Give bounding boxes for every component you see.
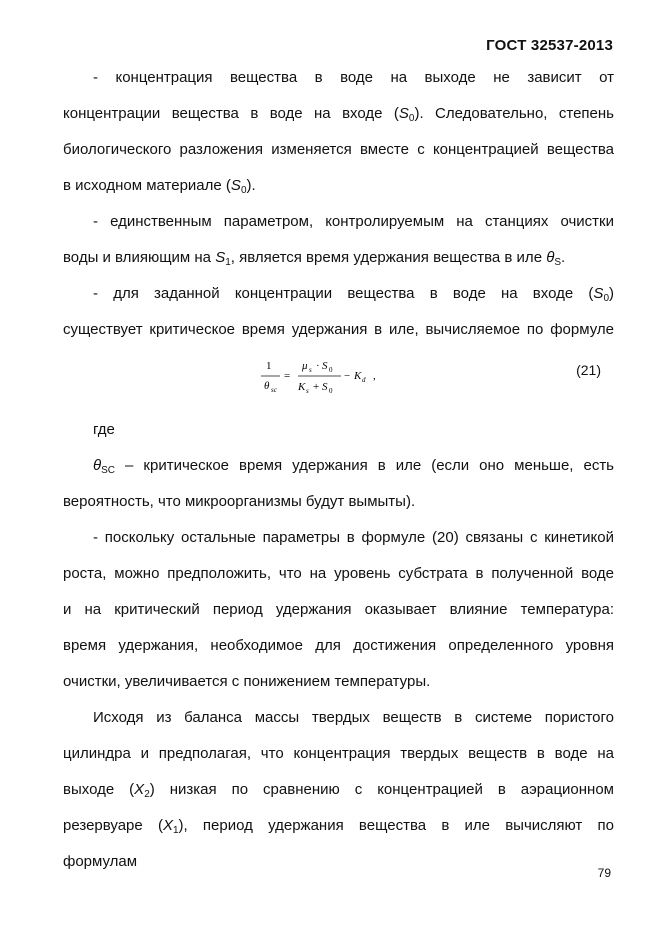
k-d-sub: d [362, 376, 366, 384]
minus-sign: − [344, 370, 351, 382]
p6-line2: цилиндра и предполагая, что концентрация твердых веществ в воде на [63, 745, 614, 762]
lhs-theta-sub: sc [271, 386, 277, 394]
page-body [63, 60, 614, 880]
p1-line3: биологического разложения изменяется вместе с концентрацией вещества [63, 141, 614, 158]
formula-expression [261, 354, 441, 398]
document-header: ГОСТ 32537-2013 [486, 37, 613, 54]
p6-line1: Исходя из баланса массы твердых веществ в системе пористого [93, 709, 614, 726]
s-numerator-sub: 0 [329, 366, 333, 374]
plus-sign: + [313, 381, 320, 393]
k-s-sub: s [306, 387, 309, 395]
p6-line3: выходе $(X_2)$ низкая по сравнению с концентрацией в аэрационном [63, 781, 614, 800]
mu-sub: s [309, 366, 312, 374]
p6-line4: резервуаре $(X_1)$, период удержания вещества в иле вычисляют по [63, 817, 614, 836]
k-d-symbol: K [354, 370, 362, 382]
p3-line2: существует критическое время удержания в иле, вычисляемое по формуле [63, 321, 614, 338]
p2-line2: воды и влияющим на $S_1$, является время удержания вещества в иле $\theta_S$. [63, 249, 566, 268]
s-denominator: S [322, 381, 328, 393]
multiply-dot: · [316, 360, 320, 372]
formula-comma: , [373, 370, 376, 382]
p1-line2: концентрации вещества в воде на входе $(S_0)$. Следовательно, степень [63, 105, 614, 124]
lhs-theta: θ [264, 380, 270, 392]
p5-line4: время удержания, необходимое для достижения определенного уровня [63, 637, 614, 654]
p5-line1: - поскольку остальные параметры в формуле (20) связаны с кинетикой [93, 529, 614, 546]
equals-sign: = [284, 370, 291, 382]
p5-line2: роста, можно предположить, что на уровень субстрата в полученной воде [63, 565, 614, 582]
formula-number: (21) [576, 362, 601, 378]
p6-line5: формулам [63, 853, 138, 870]
p1-line1: - концентрация вещества в воде на выходе не зависит от [93, 69, 614, 86]
page-number: 79 [597, 866, 611, 880]
p2-line1: - единственным параметром, контролируемым на станциях очистки [93, 213, 614, 230]
mu-symbol: μ [302, 360, 308, 372]
s-numerator: S [322, 360, 328, 372]
k-s-symbol: K [298, 381, 306, 393]
lhs-numerator: 1 [266, 360, 272, 372]
formula-21 [63, 354, 614, 402]
s-denominator-sub: 0 [329, 387, 333, 395]
p1-line4: в исходном материале $(S_0)$. [63, 177, 256, 196]
p5-line3: и на критический период удержания оказывает влияние температура: [63, 601, 614, 618]
p4-line2: вероятность, что микроорганизмы будут вымыты). [63, 493, 416, 510]
p5-line5: очистки, увеличивается с понижением температуры. [63, 673, 431, 690]
p4-line1: $\theta_{SC}$ – критическое время удержания в иле (если оно меньше, есть [93, 457, 614, 476]
p3-line1: - для заданной концентрации вещества в воде на входе $(S_0)$ [93, 285, 614, 304]
where-label: где [93, 421, 115, 438]
